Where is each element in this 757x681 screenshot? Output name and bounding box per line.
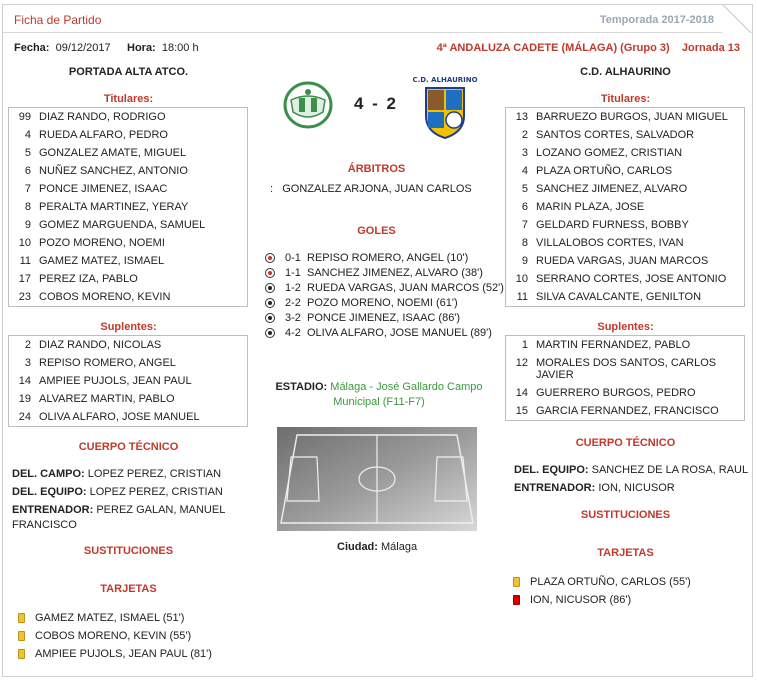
player-row[interactable] — [506, 384, 744, 402]
away-staff-label: CUERPO TÉCNICO — [575, 437, 676, 449]
ball-icon — [265, 253, 275, 263]
player-number: 13 — [515, 111, 528, 123]
city-info: Ciudad: Málaga — [337, 541, 418, 553]
player-row[interactable] — [506, 252, 744, 270]
final-score: 4 - 2 — [354, 94, 399, 113]
player-number: 10 — [18, 237, 31, 249]
player-row[interactable] — [506, 288, 744, 306]
referees-label: ÁRBITROS — [347, 163, 406, 175]
player-row[interactable] — [506, 198, 744, 216]
staff-name: PEREZ GALAN, MANUEL FRANCISCO — [12, 504, 225, 531]
player-number: 11 — [516, 291, 528, 303]
player-name: MARTIN FERNANDEZ, PABLO — [536, 339, 691, 351]
goal-scorer: SANCHEZ JIMENEZ, ALVARO (38') — [307, 266, 483, 279]
player-number: 15 — [515, 405, 528, 417]
goal-row — [265, 310, 460, 325]
player-row[interactable] — [9, 108, 247, 126]
goals-label: GOLES — [357, 225, 396, 237]
stadium-info: ESTADIO: Málaga - José Gallardo Campo Municipal (F11-F7) — [275, 381, 483, 408]
staff-row — [12, 467, 242, 482]
player-row[interactable] — [9, 408, 247, 426]
player-row[interactable] — [506, 126, 744, 144]
card-player: AMPIEE PUJOLS, JEAN PAUL (81') — [35, 648, 212, 660]
player-number: 5 — [24, 147, 31, 159]
player-number: 11 — [19, 255, 31, 267]
player-number: 9 — [24, 219, 31, 231]
away-staff-list — [514, 463, 749, 499]
player-name: MORALES DOS SANTOS, CARLOS JAVIER — [536, 357, 717, 381]
player-row[interactable] — [9, 234, 247, 252]
player-number: 8 — [24, 201, 31, 213]
staff-row — [12, 503, 242, 533]
home-staff-label: CUERPO TÉCNICO — [78, 441, 179, 453]
player-row[interactable] — [506, 216, 744, 234]
staff-name: LOPEZ PEREZ, CRISTIAN — [87, 468, 222, 480]
player-number: 4 — [521, 165, 528, 177]
goal-score: 1-2 — [285, 281, 301, 294]
card-player: ION, NICUSOR (86') — [530, 594, 632, 606]
player-row[interactable] — [9, 126, 247, 144]
goal-scorer: POZO MORENO, NOEMI (61') — [307, 296, 458, 309]
staff-name: LOPEZ PEREZ, CRISTIAN — [89, 486, 223, 498]
player-row[interactable] — [506, 144, 744, 162]
match-date: Fecha: 09/12/2017 — [14, 42, 111, 54]
card-player: GAMEZ MATEZ, ISMAEL (51') — [35, 612, 185, 624]
player-name: ALVAREZ MARTIN, PABLO — [39, 393, 175, 405]
player-row[interactable] — [9, 144, 247, 162]
away-starters-list — [505, 107, 745, 307]
referee-name: : GONZALEZ ARJONA, JUAN CARLOS — [270, 183, 472, 195]
player-row[interactable] — [9, 162, 247, 180]
away-team-crest-icon — [412, 70, 478, 140]
staff-row — [514, 481, 749, 496]
goal-row — [265, 325, 492, 340]
player-number: 10 — [515, 273, 528, 285]
player-name: AMPIEE PUJOLS, JEAN PAUL — [39, 375, 192, 387]
staff-role: ENTRENADOR: — [12, 504, 94, 516]
staff-row — [12, 485, 242, 500]
goal-score: 1-1 — [285, 266, 301, 279]
player-name: BARRUEZO BURGOS, JUAN MIGUEL — [536, 111, 728, 123]
yellow-card-icon — [18, 649, 25, 659]
home-team-name: PORTADA ALTA ATCO. — [68, 66, 189, 78]
away-cards-label: TARJETAS — [597, 547, 654, 559]
player-name: GAMEZ MATEZ, ISMAEL — [39, 255, 165, 267]
player-number: 3 — [521, 147, 528, 159]
player-name: RUEDA ALFARO, PEDRO — [39, 129, 168, 141]
player-number: 9 — [521, 255, 528, 267]
staff-role: ENTRENADOR: — [514, 482, 596, 494]
home-subs-list — [8, 335, 248, 427]
goal-score: 4-2 — [285, 326, 301, 339]
player-name: OLIVA ALFARO, JOSE MANUEL — [39, 411, 200, 423]
away-subs-label: Suplentes: — [597, 321, 654, 333]
player-name: GARCIA FERNANDEZ, FRANCISCO — [536, 405, 719, 417]
player-row[interactable] — [506, 336, 744, 354]
player-name: VILLALOBOS CORTES, IVAN — [536, 237, 684, 249]
player-number: 6 — [521, 201, 528, 213]
home-staff-list — [12, 467, 242, 536]
player-row[interactable] — [506, 108, 744, 126]
player-row[interactable] — [506, 270, 744, 288]
player-number: 1 — [521, 339, 528, 351]
player-number: 7 — [24, 183, 31, 195]
away-substitutions-label: SUSTITUCIONES — [580, 509, 671, 521]
player-name: PONCE JIMENEZ, ISAAC — [39, 183, 168, 195]
player-number: 14 — [515, 387, 528, 399]
goal-scorer: PONCE JIMENEZ, ISAAC (86') — [307, 311, 461, 324]
title-bar — [3, 5, 752, 33]
goal-row — [265, 250, 468, 265]
staff-role: DEL. EQUIPO: — [12, 486, 87, 498]
player-number: 8 — [521, 237, 528, 249]
goal-row — [265, 280, 504, 295]
player-row[interactable] — [9, 216, 247, 234]
home-subs-label: Suplentes: — [100, 321, 157, 333]
goal-score: 3-2 — [285, 311, 301, 324]
player-name: DIAZ RANDO, NICOLAS — [39, 339, 162, 351]
ball-icon — [265, 283, 275, 293]
player-number: 2 — [521, 129, 528, 141]
home-cards-label: TARJETAS — [100, 583, 157, 595]
away-starters-label: Titulares: — [600, 93, 651, 105]
goal-row — [265, 295, 458, 310]
away-subs-list — [505, 335, 745, 421]
player-name: GONZALEZ AMATE, MIGUEL — [39, 147, 187, 159]
competition-info: 4ª ANDALUZA CADETE (MÁLAGA) (Grupo 3) Jornada 13 — [436, 42, 740, 54]
stadium-link[interactable]: Málaga - José Gallardo Campo Municipal (F11-F7) — [330, 381, 483, 408]
staff-role: DEL. CAMPO: — [12, 468, 85, 480]
player-row[interactable] — [9, 270, 247, 288]
goal-scorer: REPISO ROMERO, ANGEL (10') — [307, 251, 469, 264]
player-row[interactable] — [9, 252, 247, 270]
player-number: 7 — [521, 219, 528, 231]
page-title: Ficha de Partido — [14, 13, 102, 27]
player-name: PERALTA MARTINEZ, YERAY — [39, 201, 189, 213]
player-number: 5 — [521, 183, 528, 195]
player-row[interactable] — [506, 180, 744, 198]
season-label: Temporada 2017-2018 — [599, 14, 714, 26]
player-name: SANTOS CORTES, SALVADOR — [536, 129, 695, 141]
player-name: PEREZ IZA, PABLO — [39, 273, 138, 285]
goal-score: 2-2 — [285, 296, 301, 309]
player-name: GELDARD FURNESS, BOBBY — [536, 219, 689, 231]
player-name: NUÑEZ SANCHEZ, ANTONIO — [39, 165, 188, 177]
staff-name: SANCHEZ DE LA ROSA, RAUL — [591, 464, 749, 476]
player-row[interactable] — [9, 180, 247, 198]
player-name: DIAZ RANDO, RODRIGO — [39, 111, 166, 123]
player-row[interactable] — [9, 336, 247, 354]
player-number: 6 — [24, 165, 31, 177]
player-row[interactable] — [506, 354, 744, 384]
ball-icon — [265, 313, 275, 323]
player-row[interactable] — [506, 234, 744, 252]
player-row[interactable] — [9, 372, 247, 390]
home-starters-label: Titulares: — [103, 93, 154, 105]
home-substitutions-label: SUSTITUCIONES — [83, 545, 174, 557]
card-row — [18, 612, 184, 624]
player-row[interactable] — [506, 402, 744, 420]
card-player: COBOS MORENO, KEVIN (55') — [35, 630, 192, 642]
yellow-card-icon — [18, 631, 25, 641]
player-name: SERRANO CORTES, JOSE ANTONIO — [536, 273, 727, 285]
player-number: 23 — [18, 291, 31, 303]
player-name: COBOS MORENO, KEVIN — [39, 291, 171, 303]
player-number: 4 — [24, 129, 31, 141]
player-name: GUERRERO BURGOS, PEDRO — [536, 387, 696, 399]
ball-icon — [265, 328, 275, 338]
player-name: POZO MORENO, NOEMI — [39, 237, 165, 249]
card-row — [18, 630, 191, 642]
red-card-icon — [513, 595, 520, 605]
goal-score: 0-1 — [285, 251, 301, 264]
player-name: REPISO ROMERO, ANGEL — [39, 357, 176, 369]
staff-role: DEL. EQUIPO: — [514, 464, 589, 476]
home-team-crest-icon — [283, 80, 333, 130]
ball-icon — [265, 298, 275, 308]
player-number: 19 — [18, 393, 31, 405]
player-number: 2 — [24, 339, 31, 351]
pitch-image — [277, 427, 477, 531]
home-starters-list — [8, 107, 248, 307]
player-number: 14 — [18, 375, 31, 387]
player-row[interactable] — [9, 354, 247, 372]
player-name: MARIN PLAZA, JOSE — [536, 201, 645, 213]
player-number: 17 — [18, 273, 31, 285]
yellow-card-icon — [18, 613, 25, 623]
player-name: LOZANO GOMEZ, CRISTIAN — [536, 147, 683, 159]
player-row[interactable] — [9, 390, 247, 408]
player-number: 3 — [24, 357, 31, 369]
staff-name: ION, NICUSOR — [598, 482, 675, 494]
goal-row — [265, 265, 483, 280]
svg-text:C.D. ALHAURINO: C.D. ALHAURINO — [412, 76, 478, 84]
match-time: Hora: 18:00 h — [127, 42, 199, 54]
goal-scorer: OLIVA ALFARO, JOSE MANUEL (89') — [307, 326, 492, 339]
player-name: RUEDA VARGAS, JUAN MARCOS — [536, 255, 709, 267]
page-curl-icon — [722, 5, 752, 33]
player-number: 24 — [18, 411, 31, 423]
player-row[interactable] — [506, 162, 744, 180]
card-row — [18, 648, 212, 660]
yellow-card-icon — [513, 577, 520, 587]
player-row[interactable] — [9, 198, 247, 216]
card-row — [513, 576, 691, 588]
player-row[interactable] — [9, 288, 247, 306]
card-player: PLAZA ORTUÑO, CARLOS (55') — [530, 576, 691, 588]
card-row — [513, 594, 631, 606]
player-number: 12 — [515, 357, 528, 369]
player-name: PLAZA ORTUÑO, CARLOS — [536, 165, 673, 177]
away-team-name: C.D. ALHAURINO — [580, 66, 671, 78]
player-name: GOMEZ MARGUENDA, SAMUEL — [39, 219, 206, 231]
player-name: SANCHEZ JIMENEZ, ALVARO — [536, 183, 688, 195]
goal-scorer: RUEDA VARGAS, JUAN MARCOS (52') — [307, 281, 504, 294]
staff-row — [514, 463, 749, 478]
player-name: SILVA CAVALCANTE, GENILTON — [536, 291, 702, 303]
ball-icon — [265, 268, 275, 278]
player-number: 99 — [18, 111, 31, 123]
